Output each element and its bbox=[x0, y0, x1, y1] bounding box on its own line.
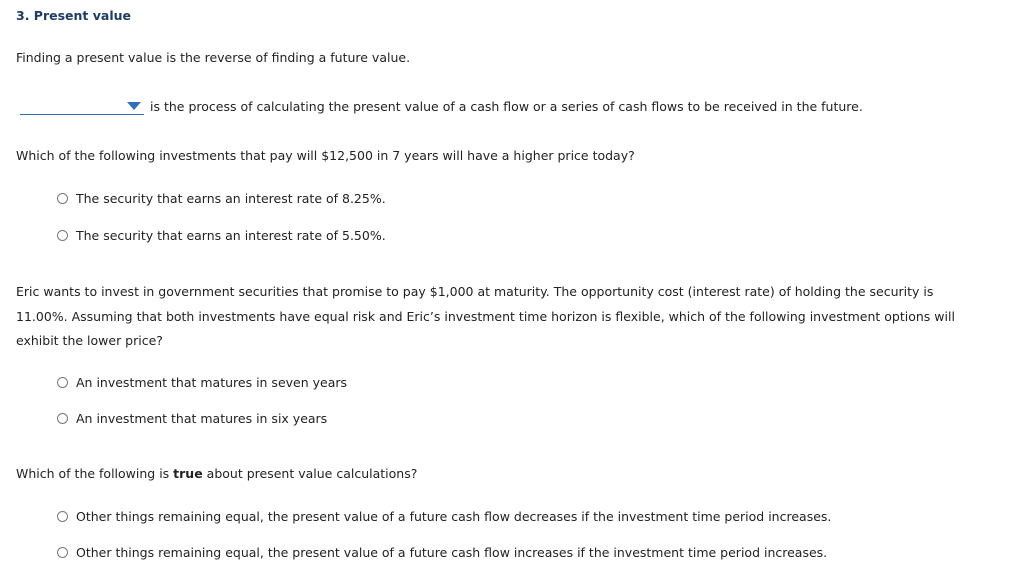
radio-button[interactable] bbox=[57, 511, 68, 522]
question2-option-1[interactable] bbox=[57, 375, 347, 390]
question3-text-after: about present value calculations? bbox=[202, 466, 418, 481]
radio-button[interactable] bbox=[57, 547, 68, 558]
option-label: The security that earns an interest rate of 8.25%. bbox=[76, 191, 386, 206]
question2-text: Eric wants to invest in government securities that promise to pay $1,000 at maturity. The opportunity cost (interest rate) of holding the security is 11.00%. Assuming that both investments have equal risk and Eric’s investment time horizon is flexible, which of the following investment options will exhibit the lower price? bbox=[16, 284, 955, 348]
question3-option-1[interactable] bbox=[57, 509, 831, 524]
option-label: Other things remaining equal, the present value of a future cash flow increases if the investment time period increases. bbox=[76, 545, 828, 560]
question1-option-2[interactable] bbox=[57, 228, 386, 243]
option-label: Other things remaining equal, the present value of a future cash flow decreases if the investment time period increases. bbox=[76, 509, 832, 524]
question3-text bbox=[16, 466, 417, 481]
question2-option-2[interactable] bbox=[57, 411, 327, 426]
dropdown-question-text: is the process of calculating the present value of a cash flow or a series of cash flows to be received in the future. bbox=[150, 99, 863, 114]
question3-text-before: Which of the following is bbox=[16, 466, 174, 481]
answer-dropdown[interactable] bbox=[20, 98, 144, 115]
answer-dropdown-wrap bbox=[20, 98, 144, 118]
option-label: An investment that matures in seven years bbox=[76, 375, 348, 390]
radio-button[interactable] bbox=[57, 413, 68, 424]
question1-text: Which of the following investments that pay will $12,500 in 7 years will have a higher price today? bbox=[16, 148, 635, 163]
radio-button[interactable] bbox=[57, 377, 68, 388]
radio-button[interactable] bbox=[57, 193, 68, 204]
chevron-down-icon bbox=[127, 102, 141, 110]
question3-text-bold: true bbox=[173, 466, 203, 481]
option-label: An investment that matures in six years bbox=[76, 411, 328, 426]
radio-button[interactable] bbox=[57, 230, 68, 241]
intro-text: Finding a present value is the reverse of finding a future value. bbox=[16, 50, 411, 65]
section-title: 3. Present value bbox=[16, 8, 131, 23]
option-label: The security that earns an interest rate of 5.50%. bbox=[76, 228, 386, 243]
question3-option-2[interactable] bbox=[57, 545, 827, 560]
question1-option-1[interactable] bbox=[57, 191, 386, 206]
